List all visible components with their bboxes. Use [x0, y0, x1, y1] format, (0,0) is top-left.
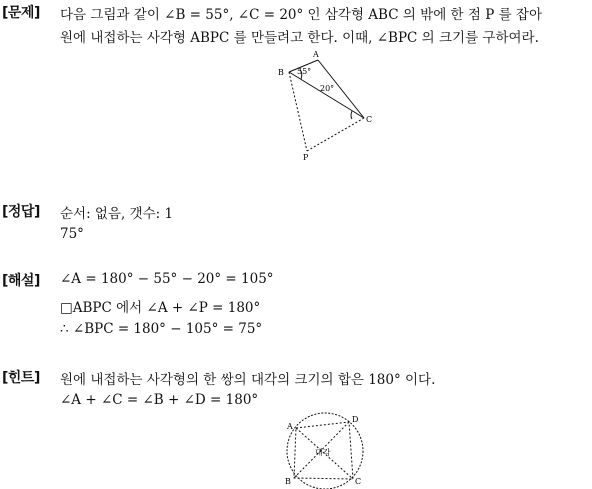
solution-line1: ∠A = 180° − 55° − 20° = 105° — [60, 271, 274, 287]
solution-line2: □ABPC 에서 ∠A + ∠P = 180° — [60, 300, 261, 316]
hint-label-b: B — [285, 477, 291, 486]
hint-tag: [힌트] — [2, 370, 40, 386]
solution-line3: ∴ ∠BPC = 180° − 105° = 75° — [60, 321, 263, 337]
problem-tag: [문제] — [2, 5, 40, 21]
figure-label-a: A — [313, 50, 319, 59]
figure-label-p: P — [303, 153, 309, 162]
figure-label-c: C — [366, 115, 373, 124]
hint-line1: 원에 내접하는 사각형의 한 쌍의 대각의 크기의 합은 180° 이다. — [60, 372, 436, 388]
figure-label-b: B — [278, 68, 284, 77]
answer-text-line1: 순서: 없음, 갯수: 1 — [60, 206, 174, 222]
hint-line2: ∠A + ∠C = ∠B + ∠D = 180° — [60, 392, 259, 408]
solution-tag: [해설] — [2, 273, 40, 289]
hint-label-d: D — [352, 415, 359, 424]
figure-angle-b: 55° — [297, 67, 312, 76]
hint-center-label: 대각 — [315, 448, 331, 457]
problem-text-line2: 원에 내접하는 사각형 ABPC 를 만들려고 한다. 이때, ∠BPC 의 크기를 구하여라. — [60, 30, 539, 46]
problem-text-line1: 다음 그림과 같이 ∠B = 55°, ∠C = 20° 인 삼각형 ABC 의 밖에 한 점 P 를 잡아 — [60, 7, 542, 23]
hint-label-c: C — [355, 477, 362, 486]
hint-label-a: A — [287, 422, 293, 431]
figure-angle-c: 20° — [320, 84, 335, 93]
answer-value: 75° — [60, 226, 84, 242]
answer-tag: [정답] — [2, 204, 40, 220]
